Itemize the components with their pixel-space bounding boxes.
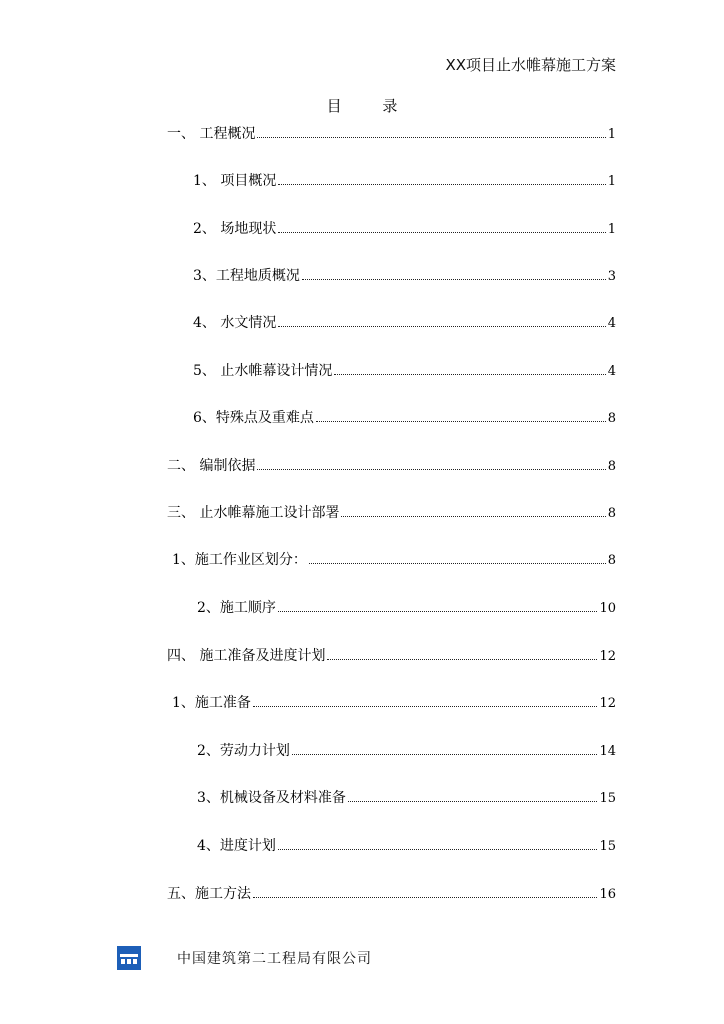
toc-entry-page: 1 (607, 174, 616, 189)
toc-entry[interactable] (197, 741, 616, 761)
toc-entry[interactable] (197, 836, 616, 856)
footer-company-name: 中国建筑第二工程局有限公司 (177, 951, 372, 967)
toc-entry-page: 12 (599, 649, 616, 664)
toc-entry-page: 8 (607, 411, 616, 426)
toc-entry[interactable] (197, 788, 616, 808)
toc-entry-page: 3 (607, 269, 616, 284)
toc-entry-label: 6、特殊点及重难点 (193, 410, 314, 426)
toc-entry-label: 1、 项目概况 (193, 173, 277, 189)
toc-entry-page: 8 (607, 553, 616, 568)
toc-entry[interactable] (167, 646, 616, 666)
toc-entry-label: 一、 工程概况 (167, 126, 256, 142)
toc-entry-page: 10 (599, 601, 616, 616)
toc-entry-label: 1、施工作业区划分： (172, 552, 307, 568)
toc-entry[interactable] (167, 456, 616, 476)
toc-entry-page: 12 (599, 696, 616, 711)
toc-entry[interactable] (193, 171, 616, 191)
toc-entry-label: 4、 水文情况 (193, 315, 277, 331)
document-header-title: XX项目止水帷幕施工方案 (445, 56, 616, 74)
toc-leader-dots (257, 136, 605, 138)
toc-entry[interactable] (167, 503, 616, 523)
company-logo-icon (117, 946, 141, 970)
toc-entry[interactable] (167, 124, 616, 144)
toc-entry[interactable] (197, 598, 616, 618)
toc-entry-label: 二、 编制依据 (167, 458, 256, 474)
toc-leader-dots (253, 896, 597, 898)
toc-leader-dots (278, 183, 605, 185)
toc-entry-page: 15 (599, 839, 616, 854)
toc-entry-page: 15 (599, 791, 616, 806)
toc-leader-dots (302, 278, 606, 280)
toc-entry-label: 5、 止水帷幕设计情况 (193, 363, 333, 379)
toc-title: 目 录 (326, 97, 416, 115)
toc-leader-dots (316, 420, 606, 422)
toc-entry[interactable] (193, 361, 616, 381)
toc-entry-label: 2、施工顺序 (197, 600, 276, 616)
toc-leader-dots (278, 610, 598, 612)
toc-leader-dots (309, 562, 606, 564)
toc-entry-page: 1 (607, 127, 616, 142)
toc-entry[interactable] (193, 408, 616, 428)
toc-entry-page: 4 (607, 364, 616, 379)
toc-entry-page: 8 (607, 506, 616, 521)
toc-entry[interactable] (172, 550, 616, 570)
toc-entry[interactable] (193, 219, 616, 239)
toc-entry-page: 8 (607, 459, 616, 474)
toc-entry-label: 2、劳动力计划 (197, 743, 290, 759)
toc-leader-dots (278, 231, 605, 233)
toc-leader-dots (278, 848, 598, 850)
header-divider (165, 76, 615, 77)
toc-entry-page: 1 (607, 222, 616, 237)
toc-entry-label: 五、施工方法 (167, 886, 251, 902)
toc-leader-dots (341, 515, 605, 517)
toc-entry[interactable] (172, 693, 616, 713)
toc-leader-dots (327, 658, 597, 660)
toc-entry-page: 14 (599, 744, 616, 759)
toc-entry-label: 3、工程地质概况 (193, 268, 300, 284)
toc-leader-dots (278, 325, 605, 327)
toc-entry[interactable] (167, 884, 616, 904)
toc-leader-dots (253, 705, 598, 707)
toc-leader-dots (348, 800, 598, 802)
toc-entry-label: 四、 施工准备及进度计划 (167, 648, 326, 664)
toc-entry-label: 1、施工准备 (172, 695, 251, 711)
toc-entry-label: 4、进度计划 (197, 838, 276, 854)
toc-entry-label: 三、 止水帷幕施工设计部署 (167, 505, 340, 521)
toc-entry[interactable] (193, 266, 616, 286)
toc-leader-dots (292, 753, 598, 755)
toc-leader-dots (257, 468, 605, 470)
toc-entry-page: 16 (599, 887, 616, 902)
toc-entry-page: 4 (607, 316, 616, 331)
toc-entry-label: 2、 场地现状 (193, 221, 277, 237)
toc-leader-dots (334, 373, 605, 375)
toc-entry[interactable] (193, 313, 616, 333)
toc-entry-label: 3、机械设备及材料准备 (197, 790, 346, 806)
